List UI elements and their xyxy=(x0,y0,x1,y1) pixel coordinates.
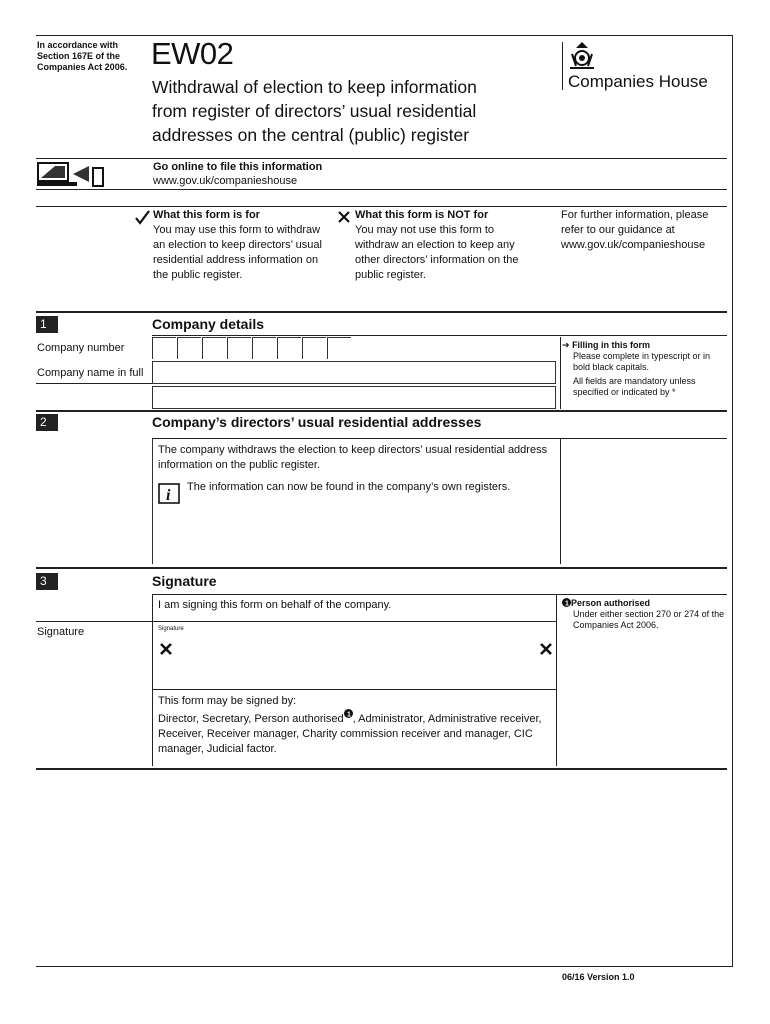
rule-online-bottom xyxy=(36,189,727,190)
legal-reference: In accordance with Section 167E of the Companies Act 2006. xyxy=(37,40,128,72)
person-authorised-text: Under either section 270 or 274 of the Companies Act 2006. xyxy=(573,609,725,630)
company-name-label: Company name in full xyxy=(37,367,144,379)
rule-signature-bottom xyxy=(152,689,556,690)
title-line-1: Withdrawal of election to keep information xyxy=(152,77,477,97)
note-marker-icon xyxy=(562,598,571,607)
bottom-border xyxy=(36,966,733,967)
rule-online-top xyxy=(36,158,727,159)
rule-section2 xyxy=(36,410,727,412)
online-heading: Go online to file this information xyxy=(153,161,323,173)
person-authorised-note xyxy=(562,598,727,631)
rule-section3-end xyxy=(36,768,727,770)
sign-here-x-icon xyxy=(539,642,553,656)
cross-icon xyxy=(337,210,351,224)
note-marker-icon xyxy=(344,709,353,718)
section-2-title: Company’s directors’ usual residential addresses xyxy=(152,414,482,430)
section-2-number: 2 xyxy=(36,414,58,431)
form-not-for-text: You may not use this form to withdraw an election to keep any other directors’ information on the public register. xyxy=(355,224,519,281)
company-number-field[interactable] xyxy=(152,337,352,359)
digit-cell[interactable] xyxy=(152,337,176,359)
logo-divider xyxy=(562,42,563,90)
digit-cell[interactable] xyxy=(327,337,351,359)
arrow-right-icon: ➔ xyxy=(562,340,570,350)
right-border xyxy=(732,35,733,967)
computer-icon xyxy=(37,162,107,188)
form-for-heading: What this form is for xyxy=(153,209,260,221)
company-number-label: Company number xyxy=(37,342,125,354)
svg-text:1: 1 xyxy=(565,600,569,607)
section-3-right-border xyxy=(556,594,557,766)
digit-cell[interactable] xyxy=(202,337,226,359)
signature-field[interactable] xyxy=(153,622,555,688)
signers-list-b: , Administrator, Administrative receiver, Receiver, Receiver manager, Charity commission receiver and manager, CIC manager, Judicial factor. xyxy=(158,713,542,755)
rule-section2-sub xyxy=(152,438,727,439)
sign-here-x-icon xyxy=(159,642,173,656)
rule-label-under xyxy=(36,383,152,384)
form-version: 06/16 Version 1.0 xyxy=(562,972,635,982)
section-2-body: The company withdraws the election to keep directors’ usual residential address information on the public register. xyxy=(158,444,548,471)
section-3-number: 3 xyxy=(36,573,58,590)
company-name-field[interactable] xyxy=(152,361,556,384)
online-url[interactable]: www.gov.uk/companieshouse xyxy=(153,175,298,187)
digit-cell[interactable] xyxy=(177,337,201,359)
rule-purpose-top xyxy=(36,206,727,207)
form-not-for-heading: What this form is NOT for xyxy=(355,209,489,221)
rule-section1 xyxy=(36,311,727,313)
digit-cell[interactable] xyxy=(252,337,276,359)
signers-list-a: Director, Secretary, Person authorised xyxy=(158,713,344,725)
section-2-info-text: The information can now be found in the company’s own registers. xyxy=(187,481,511,493)
person-authorised-heading: Person authorised xyxy=(571,598,651,608)
section-1-title: Company details xyxy=(152,316,265,332)
company-name-field-line2[interactable] xyxy=(152,386,556,409)
signature-label: Signature xyxy=(37,626,85,638)
filling-note-text1: Please complete in typescript or in bold black capitals. xyxy=(573,351,711,372)
further-information: For further information, please refer to our guidance at www.gov.uk/companieshouse xyxy=(561,209,709,251)
section-1-number: 1 xyxy=(36,316,58,333)
rule-section3-sub xyxy=(152,594,727,595)
signers-list xyxy=(158,694,553,757)
signers-heading: This form may be signed by: xyxy=(158,695,297,707)
top-border xyxy=(36,35,733,36)
svg-text:i: i xyxy=(166,487,171,504)
form-for-text: You may use this form to withdraw an election to keep directors’ usual residential address information on the public register. xyxy=(153,224,322,281)
title-line-3: addresses on the central (public) register xyxy=(152,125,470,145)
filling-note-heading: Filling in this form xyxy=(572,340,651,350)
filling-note xyxy=(562,340,727,398)
digit-cell[interactable] xyxy=(277,337,301,359)
filling-note-text2: All fields are mandatory unless specified or indicated by * xyxy=(573,376,696,397)
check-icon xyxy=(134,209,150,225)
rule-section1-sub xyxy=(152,335,727,336)
section-2-note-divider xyxy=(560,438,561,564)
svg-text:1: 1 xyxy=(346,711,351,718)
rule-signature-label xyxy=(36,621,152,622)
title-line-2: from register of directors’ usual residential xyxy=(152,101,477,121)
crest-icon xyxy=(568,40,608,70)
section-3-title: Signature xyxy=(152,573,217,589)
info-icon xyxy=(158,481,182,505)
signing-statement: I am signing this form on behalf of the company. xyxy=(158,599,392,611)
note-divider xyxy=(560,337,561,409)
rule-section3 xyxy=(36,567,727,569)
form-for xyxy=(153,208,331,283)
form-not-for xyxy=(355,208,525,283)
signature-caption: Signature xyxy=(158,626,184,632)
form-code: EW02 xyxy=(151,36,234,71)
digit-cell[interactable] xyxy=(302,337,326,359)
brand-name: Companies House xyxy=(568,72,708,91)
digit-cell[interactable] xyxy=(227,337,251,359)
form-title xyxy=(152,75,477,147)
